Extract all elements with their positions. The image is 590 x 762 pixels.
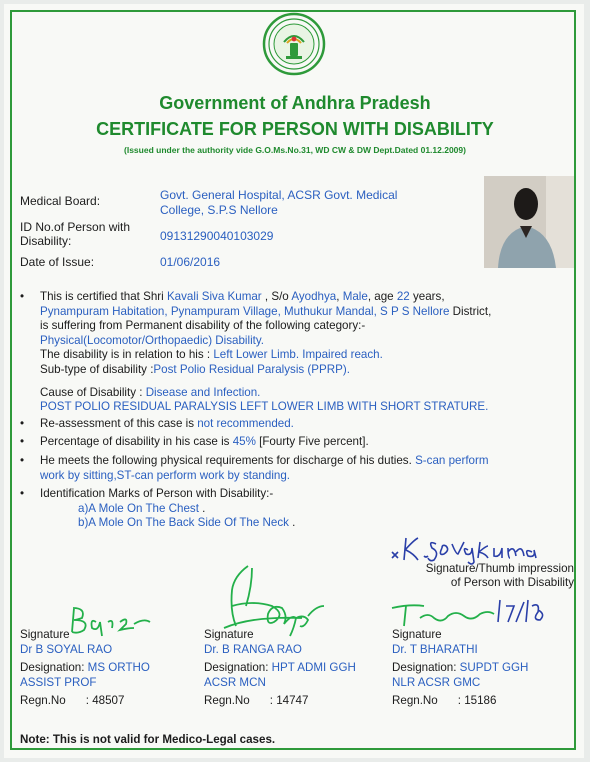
id-label-line2: Disability: [20,234,72,248]
date-value: 01/06/2016 [160,255,221,269]
signatory-name: Dr. T BHARATHI [392,642,478,656]
ap-emblem-icon [262,12,326,76]
habitation: Pynampuram Habitation, Pynampuram Village, Muthukur Mandal, S P S Nellore [40,304,450,318]
medical-board-line2: College, S.P.S Nellore [160,203,278,217]
father-name: Ayodhya [291,290,337,303]
signatory-name: Dr B SOYAL RAO [20,642,113,656]
date-label: Date of Issue: [20,255,95,269]
medical-board-line1: Govt. General Hospital, ACSR Govt. Medical [160,188,398,202]
legal-note: Note: This is not valid for Medico-Legal cases. [20,733,276,746]
certification-body: • This is certified that Shri Kavali Siva Kumar , S/o Ayodhya, Male, age 22 years, Pynampuram Habitation, Pynampuram Village, Muthukur Mandal, S P S Nellore District, is suffering from Permanent disability of the following category:- Physical(Locomotor/Orthopaedic) Disability. The disability is in relation to his : Left Lower Limb. Impaired reach. Sub-type of disability :Post Polio Residual Paralysis (PPRP). Cause of Disability : Disease and Infection. POST POLIO RESIDUAL PARALYSIS LEFT LOWER LIMB WITH SHORT STRATURE. • Re-assessment of this case is not recommended. • Percentage of disability in his case is 45% [Fourty Five percent]. • He meets the following physical requirements for discharge of his duties. S-can perform work by sitting,ST-can perform work by standing. • Identification Marks of Person with Disability:- a)A Mole On The Chest . b)A Mole On The Back Side Of The Neck . [20,290,492,530]
disability-percentage: 45% [232,435,256,449]
cause-detail: POST POLIO RESIDUAL PARALYSIS LEFT LOWER LIMB WITH SHORT STRATURE. [40,400,489,414]
medical-board-label: Medical Board: [20,194,101,208]
mark-b: b)A Mole On The Back Side Of The Neck [78,516,289,530]
identification-marks-label: Identification Marks of Person with Disability:- [40,487,274,501]
regn-value: 48507 [92,694,125,707]
signature-label: Signature [392,628,442,641]
signatory-2: Signature Dr. B RANGA RAO Designation: HPT ADMI GGH ACSR MCN Regn.No : 14747 [204,628,356,707]
certificate-title: CERTIFICATE FOR PERSON WITH DISABILITY [96,119,494,139]
physical-requirements: work by sitting,ST-can perform work by standing. [40,468,291,482]
signatory-name: Dr. B RANGA RAO [204,642,302,656]
signature-label: Signature [20,628,70,641]
signature-label: Signature [204,628,254,641]
id-value: 09131290040103029 [160,229,274,243]
bullet-icon: • [20,453,25,467]
signatory-3: Signature Dr. T BHARATHI Designation: SUPDT GGH NLR ACSR GMC Regn.No : 15186 [392,628,529,707]
signatory-1: Signature Dr B SOYAL RAO Designation: MS ORTHO ASSIST PROF Regn.No : 48507 [20,628,150,707]
id-label-line1: ID No.of Person with [20,220,131,234]
government-title: Government of Andhra Pradesh [159,93,431,113]
age: 22 [396,290,410,303]
reassessment-value: not recommended. [197,416,294,430]
regn-value: 14747 [276,694,309,707]
person-photo [484,176,574,268]
mark-a: a)A Mole On The Chest [78,501,199,515]
bullet-icon: • [20,435,25,449]
cause-value: Disease and Infection. [145,385,261,399]
bullet-icon: • [20,487,25,501]
disability-relation: Left Lower Limb. Impaired reach. [213,348,383,362]
person-name: Kavali Siva Kumar [166,290,262,303]
bullet-icon: • [20,416,25,430]
bullet-icon: • [20,290,25,303]
authority-line: (Issued under the authority vide G.O.Ms.No.31, WD CW & DW Dept.Dated 01.12.2009) [124,145,466,155]
thumb-impression-label: Signature/Thumb impression of Person with Disability [425,562,574,589]
regn-value: 15186 [464,694,497,707]
disability-category: Physical(Locomotor/Orthopaedic) Disability. [40,333,265,347]
gender: Male [342,290,368,303]
disability-subtype: Post Polio Residual Paralysis (PPRP). [153,362,350,376]
